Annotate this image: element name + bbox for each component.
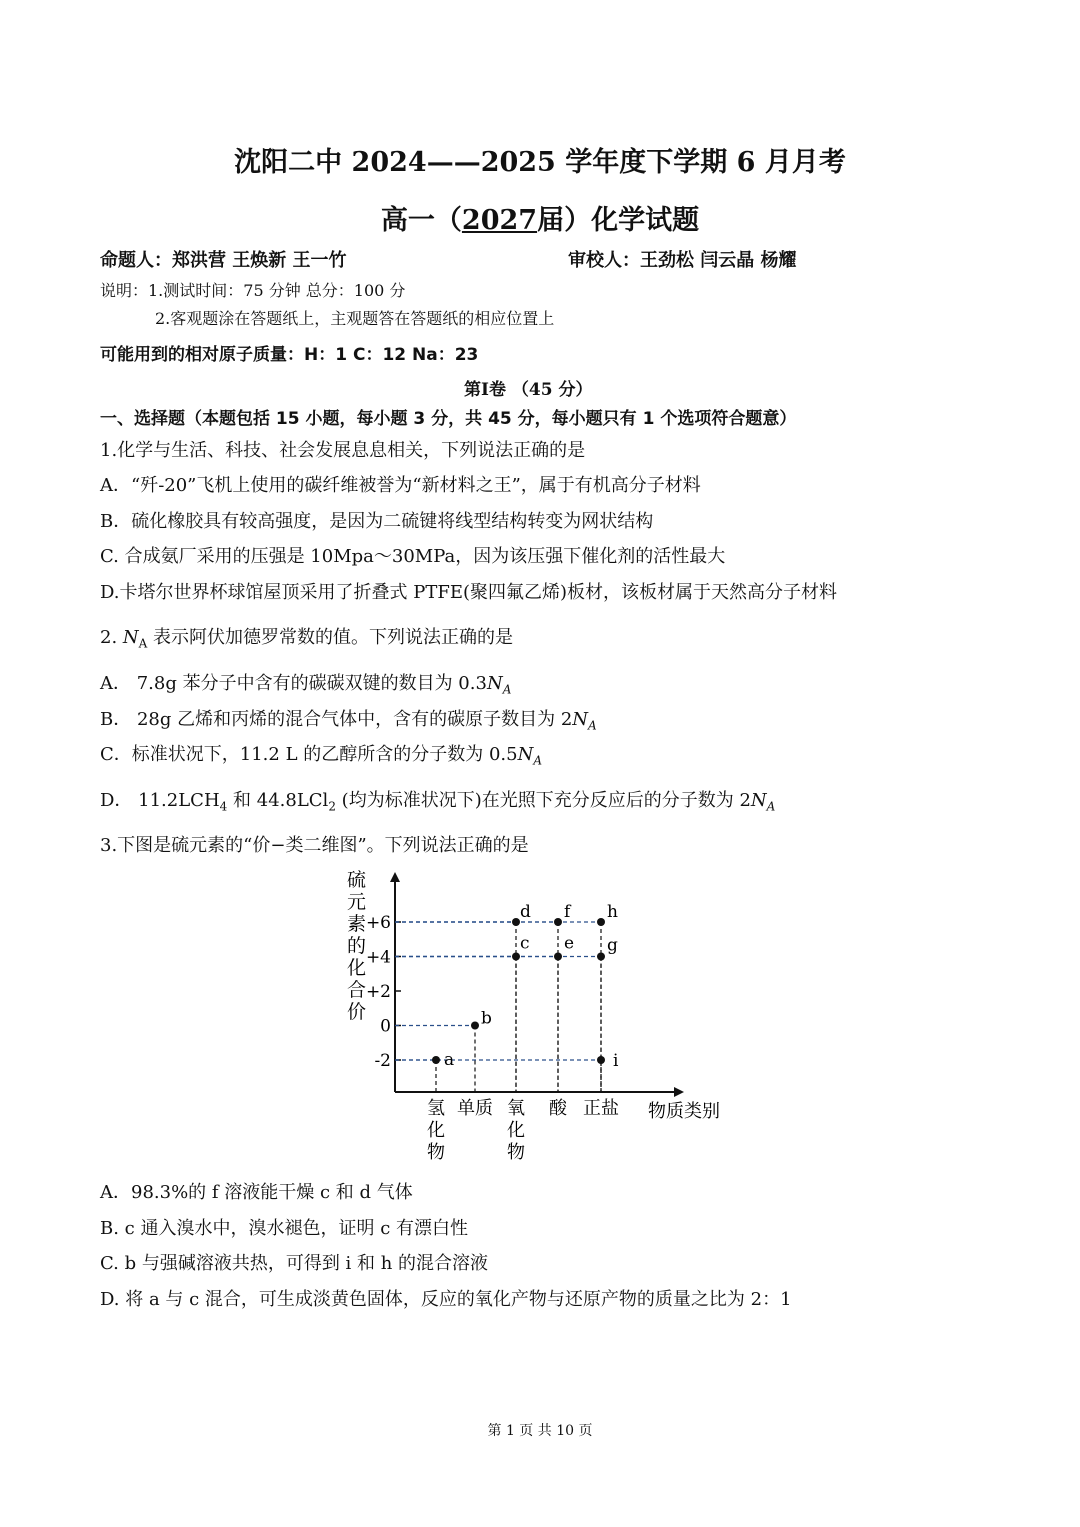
x-axis-label: 物质类别 <box>648 1101 720 1122</box>
point-label-g: g <box>607 935 618 956</box>
point-label-i: i <box>613 1051 619 1071</box>
x-category-label-char: 物 <box>427 1142 445 1162</box>
q1-stem: 1.化学与生活、科技、社会发展息息相关，下列说法正确的是 <box>100 440 586 461</box>
point-g <box>597 953 605 961</box>
point-b <box>471 1022 479 1030</box>
y-axis-label-char: 价 <box>347 1001 367 1023</box>
point-label-d: d <box>520 902 531 922</box>
sulfur-valence-class-chart <box>330 862 750 1162</box>
y-axis-label-char: 合 <box>347 979 367 1001</box>
x-category-label-char: 物 <box>507 1142 525 1162</box>
q3-option-a: A．98.3%的 f 溶液能干燥 c 和 d 气体 <box>100 1182 413 1203</box>
page-footer: 第 1 页 共 10 页 <box>487 1423 593 1439</box>
point-e <box>554 953 562 961</box>
point-label-b: b <box>481 1008 492 1029</box>
x-category-label: 单质 <box>457 1098 493 1119</box>
y-axis-label-char: 化 <box>347 957 367 979</box>
q2-option-d: D． $11.2LCH_4$ 和 44.8LCl$_2$ (均为标准状况下)在光照下充分反应后的分子数为 $2N_A$ <box>100 790 776 814</box>
x-category-label-char: 化 <box>507 1120 525 1141</box>
exam-subtitle: 高一（2027届）化学试题 <box>380 205 700 236</box>
q3-stem: 3.下图是硫元素的“价−类二维图”。下列说法正确的是 <box>100 835 529 856</box>
q2-option-a: A． 7.8g 苯分子中含有的碳碳双键的数目为 $0.3N_A$ <box>100 673 512 697</box>
x-category-label-char: 氧 <box>507 1098 525 1119</box>
q2-option-b: B． 28g 乙烯和丙烯的混合气体中，含有的碳原子数目为 $2N_A$ <box>100 709 597 733</box>
q1-option-c: C. 合成氨厂采用的压强是 10Mpa～30MPa，因为该压强下催化剂的活性最大 <box>100 546 726 567</box>
y-tick-label: +4 <box>365 947 391 968</box>
q2-option-c: C．标准状况下，11.2 L 的乙醇所含的分子数为 $0.5N_A$ <box>100 744 543 768</box>
authors: 命题人：郑洪营 王焕新 王一竹 <box>100 250 347 271</box>
reviewers: 审校人：王劲松 闫云晶 杨耀 <box>568 250 797 271</box>
y-tick-label: -2 <box>374 1051 391 1071</box>
y-tick-label: +6 <box>365 913 391 933</box>
point-label-a: a <box>444 1050 455 1070</box>
point-label-h: h <box>607 902 618 922</box>
point-h <box>597 918 605 926</box>
instructions-line1: 说明：1.测试时间：75 分钟 总分：100 分 <box>100 281 406 300</box>
exam-title: 沈阳二中 2024——2025 学年度下学期 6 月月考 <box>234 147 846 178</box>
y-tick-label: +2 <box>365 982 391 1002</box>
q3-option-c: C. b 与强碱溶液共热，可得到 i 和 h 的混合溶液 <box>100 1253 489 1274</box>
y-axis-label-char: 元 <box>347 891 367 913</box>
y-axis-label-char: 的 <box>347 935 367 957</box>
point-f <box>554 918 562 926</box>
point-label-c: c <box>520 933 530 954</box>
section-heading: 一、选择题（本题包括 15 小题，每小题 3 分，共 45 分，每小题只有 1 个选项符合题意） <box>100 409 797 429</box>
atomic-masses: 可能用到的相对原子质量：H：1 C：12 Na：23 <box>100 345 479 365</box>
q1-option-b: B．硫化橡胶具有较高强度，是因为二硫键将线型结构转变为网状结构 <box>100 511 654 532</box>
point-a <box>432 1056 440 1064</box>
q3-option-b: B. c 通入溴水中，溴水褪色，证明 c 有漂白性 <box>100 1218 468 1239</box>
x-category-label-char: 化 <box>427 1120 445 1141</box>
x-category-label: 正盐 <box>583 1098 619 1119</box>
q1-option-a: A．“歼-20”飞机上使用的碳纤维被誉为“新材料之王”，属于有机高分子材料 <box>100 475 701 496</box>
y-tick-label: 0 <box>380 1016 391 1037</box>
point-c <box>512 953 520 961</box>
point-label-e: e <box>564 933 575 954</box>
instructions-line2: 2.客观题涂在答题纸上，主观题答在答题纸的相应位置上 <box>155 309 555 328</box>
x-category-label-char: 氢 <box>427 1098 445 1119</box>
point-label-f: f <box>564 902 571 922</box>
point-i <box>597 1056 605 1064</box>
q1-option-d: D.卡塔尔世界杯球馆屋顶采用了折叠式 PTFE(聚四氟乙烯)板材，该板材属于天然高分子材料 <box>100 582 838 603</box>
y-axis-label-char: 素 <box>347 913 367 935</box>
q2-stem: 2. $N_A$ 表示阿伏加德罗常数的值。下列说法正确的是 <box>100 627 514 651</box>
q3-option-d: D. 将 a 与 c 混合，可生成淡黄色固体，反应的氧化产物与还原产物的质量之比为 2：1 <box>100 1289 792 1310</box>
y-axis-label-char: 硫 <box>347 869 367 891</box>
volume-heading: 第Ⅰ卷 （45 分） <box>464 380 593 400</box>
x-category-label: 酸 <box>549 1098 567 1119</box>
point-d <box>512 918 520 926</box>
